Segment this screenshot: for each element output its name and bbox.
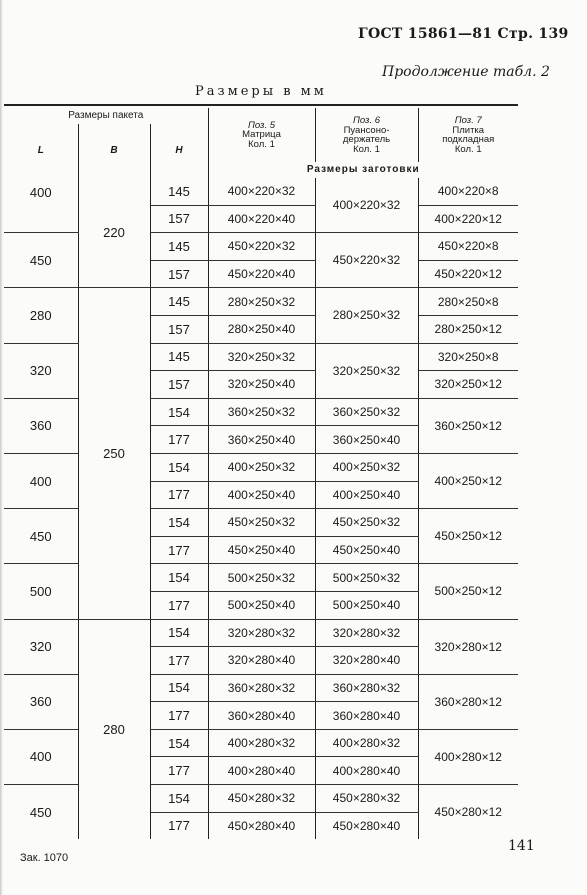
- cell-L: 500: [4, 564, 78, 619]
- pos7-qty: Кол. 1: [454, 143, 482, 155]
- cell-pos5: 450×250×40: [208, 536, 315, 564]
- cell-H: 157: [150, 371, 208, 399]
- blank-sizes-header: Размеры заготовки: [208, 162, 518, 178]
- cell-H: 145: [150, 343, 208, 371]
- cell-pos7: 450×280×12: [418, 785, 518, 840]
- cell-L: 280: [4, 288, 78, 343]
- cell-pos6: 500×250×32: [315, 564, 418, 592]
- cell-L: 450: [29, 804, 52, 820]
- cell-H: 177: [150, 702, 208, 730]
- cell-pos6: 450×280×32: [315, 785, 418, 813]
- blank-sizes-table: [4, 108, 518, 839]
- column-H-header: H: [150, 124, 208, 178]
- cell-pos5: 280×250×32: [208, 288, 315, 316]
- cell-H: 145: [150, 178, 208, 205]
- pos5-name: Матрица: [242, 129, 281, 141]
- cell-L: 400: [4, 178, 78, 233]
- cell-B: 280: [78, 619, 150, 839]
- cell-pos6: 450×220×32: [315, 233, 418, 288]
- cell-pos7: 400×220×8: [418, 178, 518, 205]
- cell-pos6: 400×220×32: [315, 178, 418, 233]
- pos7-name-line1: Плитка: [452, 124, 485, 136]
- cell-pos5: 400×220×40: [208, 205, 315, 233]
- cell-pos5: 360×250×40: [208, 426, 315, 454]
- cell-pos6: 320×250×32: [315, 343, 418, 398]
- cell-B: 220: [78, 178, 150, 288]
- print-order-number: Зак. 1070: [20, 852, 69, 864]
- cell-H: 177: [150, 812, 208, 839]
- cell-pos6: 450×250×40: [315, 536, 418, 564]
- cell-pos5: 360×250×32: [208, 398, 315, 426]
- page-edge-shadow: [0, 0, 3, 895]
- page-number: 141: [508, 838, 535, 854]
- cell-pos5: 360×280×32: [208, 674, 315, 702]
- pos7-header: [418, 108, 518, 162]
- cell-H: 154: [150, 509, 208, 537]
- cell-pos5: 280×250×40: [208, 315, 315, 343]
- cell-pos5: 400×250×32: [208, 453, 315, 481]
- cell-pos6: 280×250×32: [315, 288, 418, 343]
- cell-pos6: 360×280×40: [315, 702, 418, 730]
- cell-pos6: 450×250×32: [315, 509, 418, 537]
- cell-L: 360: [4, 674, 78, 729]
- cell-pos5: 400×250×40: [208, 481, 315, 509]
- cell-pos5: 400×220×32: [208, 178, 315, 205]
- table-top-rule: [4, 104, 518, 106]
- cell-H: 177: [150, 536, 208, 564]
- column-B-header: B: [78, 124, 150, 178]
- cell-H: 154: [150, 785, 208, 813]
- document-header-standard: ГОСТ 15861—81 Стр. 139: [358, 26, 569, 42]
- cell-L: 320: [4, 343, 78, 398]
- pos5-qty: Кол. 1: [248, 138, 275, 150]
- cell-H: 177: [150, 647, 208, 675]
- cell-H: 157: [150, 205, 208, 233]
- cell-pos5: 400×280×32: [208, 729, 315, 757]
- table-continuation-label: Продолжение табл. 2: [382, 64, 550, 80]
- cell-pos5: 450×280×40: [208, 812, 315, 839]
- pos6-name-line1: Пуансоно-: [343, 124, 390, 136]
- cell-H: 154: [150, 729, 208, 757]
- cell-pos7: 500×250×12: [418, 564, 518, 619]
- cell-pos5: 320×250×32: [208, 343, 315, 371]
- cell-pos5: 500×250×32: [208, 564, 315, 592]
- cell-pos5: 500×250×40: [208, 591, 315, 619]
- cell-H: 177: [150, 757, 208, 785]
- cell-H: 145: [150, 233, 208, 261]
- cell-pos5: 450×280×32: [208, 785, 315, 813]
- pos5-number: Поз. 5: [247, 119, 276, 131]
- cell-L: 400: [4, 453, 78, 508]
- cell-pos7: 360×250×12: [418, 398, 518, 453]
- cell-pos7: 450×220×8: [418, 233, 518, 261]
- cell-pos5: 450×220×40: [208, 260, 315, 288]
- pos6-number: Поз. 6: [352, 115, 381, 126]
- cell-B: 250: [78, 288, 150, 619]
- cell-H: 177: [150, 426, 208, 454]
- cell-pos5: 360×280×40: [208, 702, 315, 730]
- cell-L: 450: [4, 509, 78, 564]
- cell-pos7: 400×280×12: [418, 729, 518, 784]
- cell-pos6: 500×250×40: [315, 591, 418, 619]
- pos6-qty: Кол. 1: [353, 143, 380, 155]
- cell-H: 154: [150, 674, 208, 702]
- units-caption: Размеры в мм: [195, 84, 327, 99]
- cell-pos6: 400×250×40: [315, 481, 418, 509]
- cell-pos7: 320×250×12: [418, 371, 518, 399]
- cell-H: 145: [150, 288, 208, 316]
- cell-pos7: 450×250×12: [418, 509, 518, 564]
- cell-pos6: 360×250×32: [315, 398, 418, 426]
- cell-L: 400: [4, 729, 78, 784]
- cell-pos6: 400×280×40: [315, 757, 418, 785]
- cell-H: 154: [150, 453, 208, 481]
- cell-pos6: 360×250×40: [315, 426, 418, 454]
- cell-pos7: 280×250×8: [418, 288, 518, 316]
- cell-pos5: 450×250×32: [208, 509, 315, 537]
- cell-H: 154: [150, 398, 208, 426]
- cell-pos6: 400×250×32: [315, 453, 418, 481]
- cell-L: 360: [4, 398, 78, 453]
- cell-L: 320: [4, 619, 78, 674]
- cell-pos7: 360×280×12: [418, 674, 518, 729]
- cell-L: 450: [4, 233, 78, 288]
- package-sizes-header: Размеры пакета: [68, 110, 144, 121]
- pos7-number: Поз. 7: [454, 115, 482, 126]
- cell-H: 177: [150, 481, 208, 509]
- cell-H: 157: [150, 260, 208, 288]
- cell-pos7: 400×250×12: [418, 453, 518, 508]
- cell-pos7: 400×220×12: [418, 205, 518, 233]
- cell-pos5: 320×250×40: [208, 371, 315, 399]
- cell-H: 157: [150, 315, 208, 343]
- pos6-name-line2: держатель: [342, 134, 391, 145]
- cell-pos5: 320×280×40: [208, 647, 315, 675]
- cell-H: 154: [150, 564, 208, 592]
- cell-pos6: 400×280×32: [315, 729, 418, 757]
- cell-pos7: 450×220×12: [418, 260, 518, 288]
- cell-pos5: 450×220×32: [208, 233, 315, 261]
- cell-pos6: 320×280×32: [315, 619, 418, 647]
- cell-H: 154: [150, 619, 208, 647]
- pos6-header: [315, 108, 418, 162]
- cell-pos6: 320×280×40: [315, 647, 418, 675]
- cell-pos7: 320×250×8: [418, 343, 518, 371]
- cell-pos5: 400×280×40: [208, 757, 315, 785]
- pos7-name-line2: подкладная: [442, 134, 495, 145]
- pos5-header: [208, 108, 315, 162]
- cell-pos7: 280×250×12: [418, 315, 518, 343]
- cell-pos6: 450×280×40: [315, 812, 418, 839]
- cell-pos5: 320×280×32: [208, 619, 315, 647]
- cell-pos6: 360×280×32: [315, 674, 418, 702]
- cell-H: 177: [150, 591, 208, 619]
- column-L-header: L: [37, 145, 44, 156]
- cell-pos7: 320×280×12: [418, 619, 518, 674]
